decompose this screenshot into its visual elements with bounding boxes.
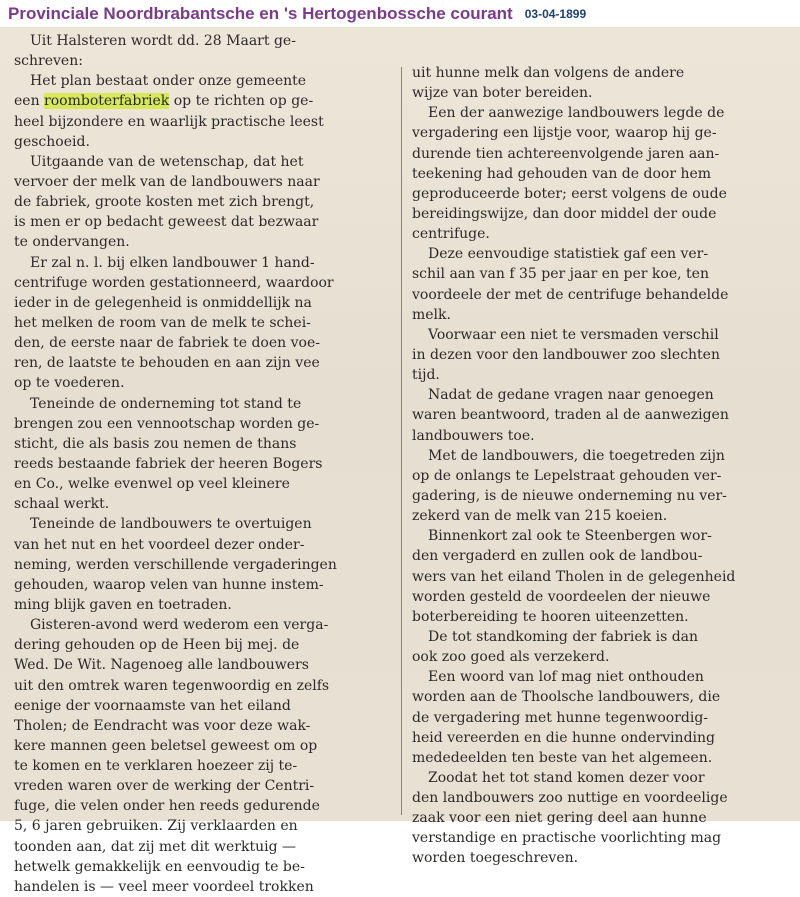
text-line: en Co., welke evenwel op veel kleinere bbox=[14, 476, 290, 493]
text-line: op de onlangs te Lepelstraat gehouden ver- bbox=[412, 467, 722, 484]
text-line: Teneinde de onderneming tot stand te bbox=[30, 395, 302, 412]
text-line: eenige der voornaamste van het eiland bbox=[14, 697, 291, 714]
text-line: uit den omtrek waren tegenwoordig en zelfs bbox=[14, 677, 330, 694]
text-fragment: op te richten op ge- bbox=[169, 93, 314, 110]
text-line: durende tien achtereenvolgende jaren aan- bbox=[412, 145, 720, 162]
text-line: wijze van boter bereiden. bbox=[412, 85, 593, 102]
text-line: geproduceerde boter; eerst volgens de oude bbox=[412, 185, 727, 202]
text-line: Voorwaar een niet te versmaden verschil bbox=[428, 326, 719, 343]
text-line: mededeelden ten beste van het algemeen. bbox=[412, 749, 713, 766]
text-line: van het nut en het voordeel dezer onder- bbox=[14, 536, 305, 553]
text-line: bereidingswijze, dan door middel der oude bbox=[412, 205, 717, 222]
text-line-highlight bbox=[14, 91, 392, 111]
text-line: vervoer der melk van de landbouwers naar bbox=[14, 173, 320, 190]
text-line: te komen en te verklaren hoezeer zij te- bbox=[14, 758, 298, 775]
text-line: landbouwers toe. bbox=[412, 427, 535, 444]
text-line: worden gesteld de voordeelen der nieuwe bbox=[412, 588, 711, 605]
text-line: brengen zou een vennootschap worden ge- bbox=[14, 415, 320, 432]
text-line: hetwelk gemakkelijk en eenvoudig te be- bbox=[14, 858, 305, 875]
text-line: Tholen; de Eendracht was voor deze wak- bbox=[14, 717, 311, 734]
text-line: teekening had gehouden van de door hem bbox=[412, 165, 712, 182]
text-line: neming, werden verschillende vergaderingen bbox=[14, 556, 337, 573]
text-line: Het plan bestaat onder onze gemeente bbox=[30, 73, 307, 90]
text-line: Deze eenvoudige statistiek gaf een ver- bbox=[428, 246, 709, 263]
text-line: Er zal n. l. bij elken landbouwer 1 hand- bbox=[30, 254, 315, 271]
text-line: ieder in de gelegenheid is onmiddellijk na bbox=[14, 294, 312, 311]
text-line: handelen is — veel meer voordeel trokken bbox=[14, 878, 314, 895]
text-line: toonden aan, dat zij met dit werktuig — bbox=[14, 838, 296, 855]
text-line: verstandige en practische voorlichting mag bbox=[412, 830, 722, 847]
text-line: de vergadering met hunne tegenwoordig- bbox=[412, 709, 709, 726]
column-divider bbox=[401, 67, 402, 815]
text-line: 5, 6 jaren gebruiken. Zij verklaarden en bbox=[14, 818, 298, 835]
text-line: zekerd van de melk van 215 koeien. bbox=[412, 508, 668, 525]
text-line: worden aan de Thoolsche landbouwers, die bbox=[412, 689, 721, 706]
text-line: Met de landbouwers, die toegetreden zijn bbox=[428, 447, 725, 464]
text-line: centrifuge. bbox=[412, 226, 490, 243]
text-line: geschoeid. bbox=[14, 133, 90, 150]
text-line: voordeele der met de centrifuge behandelde bbox=[412, 286, 729, 303]
text-line: heid vereerden en die hunne ondervinding bbox=[412, 729, 715, 746]
text-line: in dezen voor den landbouwer zoo slechten bbox=[412, 346, 720, 363]
newspaper-clipping bbox=[0, 27, 800, 895]
article-column-left bbox=[14, 31, 392, 897]
text-line: reeds bestaande fabriek der heeren Bogers bbox=[14, 455, 323, 472]
text-line: Nadat de gedane vragen naar genoegen bbox=[428, 387, 714, 404]
text-line: het melken de room van de melk te schei- bbox=[14, 314, 311, 331]
article-column-right bbox=[412, 63, 784, 869]
text-line: Wed. De Wit. Nagenoeg alle landbouwers bbox=[14, 657, 309, 674]
text-line: heel bijzondere en waarlijk practische leest bbox=[14, 113, 324, 130]
search-highlight: roomboterfabriek bbox=[44, 93, 170, 110]
text-fragment: een bbox=[14, 93, 45, 110]
text-line: Uit Halsteren wordt dd. 28 Maart ge- bbox=[30, 33, 296, 49]
text-line: ren, de laatste te behouden en aan zijn vee bbox=[14, 355, 320, 372]
text-line: ming blijk gaven en toetraden. bbox=[14, 596, 232, 613]
text-line: kere mannen geen beletsel geweest om op bbox=[14, 737, 318, 754]
newspaper-title[interactable]: Provinciale Noordbrabantsche en 's Hertogenbossche courant bbox=[8, 3, 513, 23]
text-line: is men er op bedacht geweest dat bezwaar bbox=[14, 214, 319, 231]
text-line: Een der aanwezige landbouwers legde de bbox=[428, 105, 725, 122]
text-line: gadering, is de nieuwe onderneming nu ver- bbox=[412, 487, 727, 504]
text-line: waren beantwoord, traden al de aanwezigen bbox=[412, 407, 729, 424]
text-line: zaak voor een niet gering deel aan hunne bbox=[412, 810, 707, 827]
text-line: vreden waren over de werking der Centri- bbox=[14, 778, 315, 795]
text-line: gehouden, waarop velen van hunne instem- bbox=[14, 576, 324, 593]
text-line: melk. bbox=[412, 306, 451, 323]
newspaper-header bbox=[0, 0, 800, 27]
publication-date[interactable]: 03-04-1899 bbox=[524, 6, 587, 21]
text-line: centrifuge worden gestationneerd, waardoor bbox=[14, 274, 334, 291]
text-line: Uitgaande van de wetenschap, dat het bbox=[30, 153, 304, 170]
text-line: den landbouwers zoo nuttige en voordeelige bbox=[412, 790, 728, 807]
text-line: sticht, die als basis zou nemen de thans bbox=[14, 435, 297, 452]
text-line: de fabriek, groote kosten met zich brengt, bbox=[14, 194, 315, 211]
text-line: boterbereiding te hooren uiteenzetten. bbox=[412, 608, 689, 625]
text-line: fuge, die velen onder hen reeds gedurende bbox=[14, 798, 320, 815]
text-line: Binnenkort zal ook te Steenbergen wor- bbox=[428, 528, 712, 545]
text-line: vergadering een lijstje voor, waarop hij ge- bbox=[412, 125, 717, 142]
text-line: den vergaderd en zullen ook de landbou- bbox=[412, 548, 703, 565]
text-line: De tot standkoming der fabriek is dan bbox=[428, 628, 699, 645]
text-line: wers van het eiland Tholen in de gelegenheid bbox=[412, 568, 736, 585]
text-line: den, de eerste naar de fabriek te doen voe- bbox=[14, 335, 320, 352]
text-line: Zoodat het tot stand komen dezer voor bbox=[428, 769, 705, 786]
text-line: uit hunne melk dan volgens de andere bbox=[412, 65, 685, 81]
text-line: schreven: bbox=[14, 53, 83, 70]
text-line: dering gehouden op de Heen bij mej. de bbox=[14, 637, 300, 654]
text-line: te ondervangen. bbox=[14, 234, 130, 251]
text-line: schil aan van f 35 per jaar en per koe, ten bbox=[412, 266, 709, 283]
text-line: tijd. bbox=[412, 367, 440, 384]
text-line: Gisteren-avond werd wederom een verga- bbox=[30, 617, 329, 634]
text-line: op te voederen. bbox=[14, 375, 125, 392]
text-line: Teneinde de landbouwers te overtuigen bbox=[30, 516, 312, 533]
text-line: Een woord van lof mag niet onthouden bbox=[428, 669, 704, 686]
text-line: ook zoo goed als verzekerd. bbox=[412, 649, 610, 666]
text-line: worden toegeschreven. bbox=[412, 850, 579, 867]
text-line: schaal werkt. bbox=[14, 496, 110, 513]
